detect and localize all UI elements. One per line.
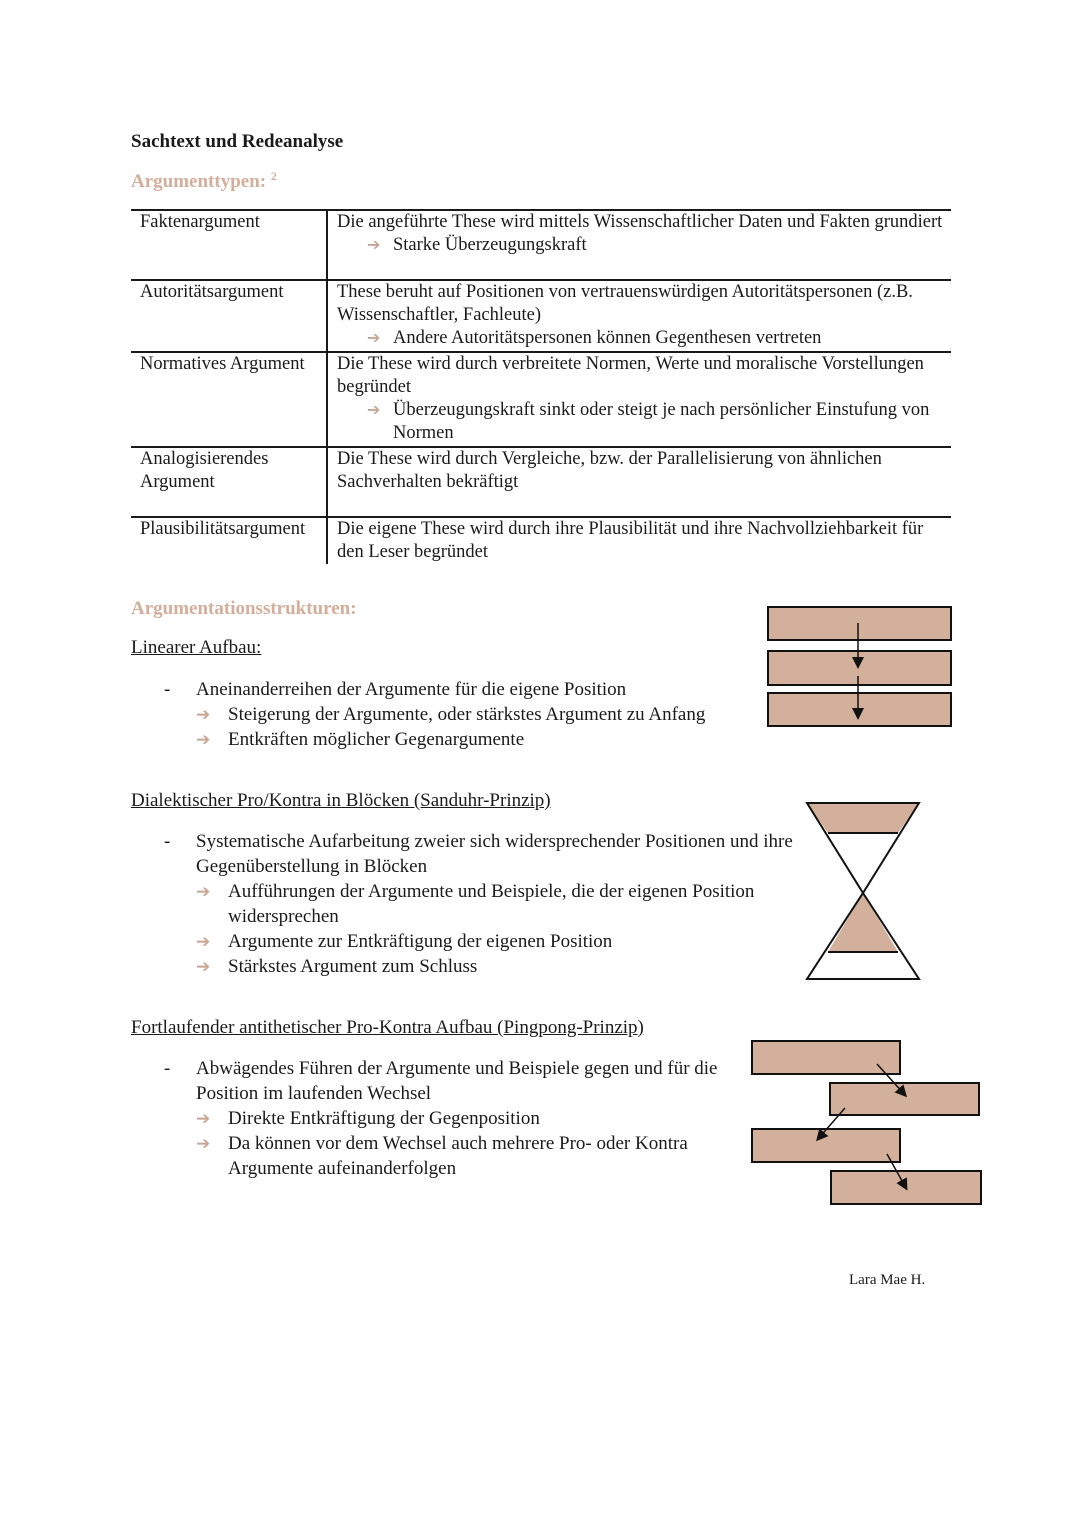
subitem-text: Da können vor dem Wechsel auch mehrere Pro- oder Kontra Argumente aufeinanderfolgen: [228, 1133, 688, 1179]
argument-description: Die eigene These wird durch ihre Plausibilität und ihre Nachvollziehbarkeit für den Leser begründet: [337, 519, 924, 562]
arrow-right-icon: ➔: [367, 330, 381, 347]
arrow-right-icon: ➔: [196, 882, 211, 901]
argument-desc-cell: [327, 352, 951, 447]
table-row: [131, 280, 951, 352]
subitem-text: Stärkstes Argument zum Schluss: [228, 956, 478, 977]
antithetic-list: [131, 1056, 751, 1181]
argument-block: [768, 693, 951, 726]
arrow-right-icon: ➔: [196, 957, 211, 976]
dash-marker: -: [164, 1058, 171, 1079]
arrow-right-icon: ➔: [196, 1134, 211, 1153]
linear-heading: Linearer Aufbau:: [131, 637, 262, 658]
arrow-right-icon: ➔: [196, 730, 211, 749]
list-item: [131, 829, 801, 879]
argument-types-table: [131, 209, 951, 564]
subitem-text: Steigerung der Argumente, oder stärkstes Argument zu Anfang: [228, 704, 706, 725]
antithetic-heading: Fortlaufender antithetischer Pro-Kontra Aufbau (Pingpong-Prinzip): [131, 1017, 644, 1038]
list-subitem: [131, 702, 771, 727]
argument-description: Die These wird durch verbreitete Normen, Werte und moralische Vorstellungen begründet: [337, 354, 924, 397]
author-footer: Lara Mae H.: [849, 1272, 926, 1288]
argument-description: Die angeführte These wird mittels Wissenschaftlicher Daten und Fakten grundiert: [337, 212, 943, 232]
table-row: [131, 517, 951, 564]
subitem-text: Aufführungen der Argumente und Beispiele, die der eigenen Position widersprechen: [228, 881, 755, 927]
argument-desc-cell: [327, 517, 951, 564]
subpoint-text: Starke Überzeugungskraft: [393, 235, 587, 255]
list-item: [131, 1056, 751, 1106]
dialectic-list: [131, 829, 801, 979]
list-item-text: Systematische Aufarbeitung zweier sich widersprechender Positionen und ihre Gegenüberstellung in Blöcken: [196, 831, 793, 877]
list-subitem: [131, 727, 771, 752]
argument-type-cell: Faktenargument: [131, 210, 327, 280]
list-subitem: [131, 879, 801, 929]
argument-subpoint: [337, 399, 951, 445]
table-row: [131, 352, 951, 447]
dash-marker: -: [164, 831, 171, 852]
linear-structure-diagram: [760, 600, 960, 735]
section-heading-text: Argumenttypen:: [131, 171, 267, 192]
arrow-right-icon: ➔: [196, 932, 211, 951]
argument-type-cell: Analogisierendes Argument: [131, 447, 327, 517]
hourglass-bottom-fill: [828, 893, 898, 952]
section-heading-argumentationsstrukturen: Argumentationsstrukturen:: [131, 598, 357, 619]
argument-desc-cell: [327, 210, 951, 280]
table-row: [131, 210, 951, 280]
list-item: [131, 677, 771, 702]
dialectic-heading: Dialektischer Pro/Kontra in Blöcken (Sanduhr-Prinzip): [131, 790, 551, 811]
list-subitem: [131, 1131, 751, 1181]
argument-block: [768, 651, 951, 685]
linear-list: [131, 677, 771, 752]
arrow-right-icon: ➔: [196, 705, 211, 724]
hourglass-diagram: [800, 798, 930, 988]
subitem-text: Argumente zur Entkräftigung der eigenen Position: [228, 931, 613, 952]
dash-marker: -: [164, 679, 171, 700]
argument-block: [768, 607, 951, 640]
list-subitem: [131, 1106, 751, 1131]
argument-type-cell: Autoritätsargument: [131, 280, 327, 352]
argument-subpoint: [337, 234, 951, 257]
table-row: [131, 447, 951, 517]
argument-desc-cell: [327, 280, 951, 352]
subitem-text: Entkräften möglicher Gegenargumente: [228, 729, 525, 750]
section-heading-argumenttypen: [131, 171, 277, 193]
subpoint-text: Überzeugungskraft sinkt oder steigt je nach persönlicher Einstufung von Normen: [393, 400, 930, 443]
argument-description: These beruht auf Positionen von vertrauenswürdigen Autoritätspersonen (z.B. Wissenschaftler, Fachleute): [337, 282, 913, 325]
list-subitem: [131, 929, 801, 954]
argument-type-cell: Normatives Argument: [131, 352, 327, 447]
arrow-right-icon: ➔: [196, 1109, 211, 1128]
subitem-text: Direkte Entkräftigung der Gegenposition: [228, 1108, 540, 1129]
list-item-text: Aneinanderreihen der Argumente für die eigene Position: [196, 679, 627, 700]
argument-type-cell: Plausibilitätsargument: [131, 517, 327, 564]
argument-block: [752, 1041, 900, 1074]
argument-subpoint: [337, 327, 951, 350]
page-title: Sachtext und Redeanalyse: [131, 131, 344, 152]
argument-description: Die These wird durch Vergleiche, bzw. der Parallelisierung von ähnlichen Sachverhalten bekräftigt: [337, 449, 882, 492]
arrow-right-icon: ➔: [367, 402, 381, 419]
subpoint-text: Andere Autoritätspersonen können Gegenthesen vertreten: [393, 328, 822, 348]
argument-block: [830, 1083, 979, 1115]
footnote-marker: 2: [270, 169, 277, 183]
argument-block: [752, 1129, 900, 1162]
pingpong-diagram: [745, 1032, 990, 1212]
list-subitem: [131, 954, 801, 979]
arrow-right-icon: ➔: [367, 237, 381, 254]
argument-desc-cell: [327, 447, 951, 517]
list-item-text: Abwägendes Führen der Argumente und Beispiele gegen und für die Position im laufenden Wechsel: [196, 1058, 718, 1104]
